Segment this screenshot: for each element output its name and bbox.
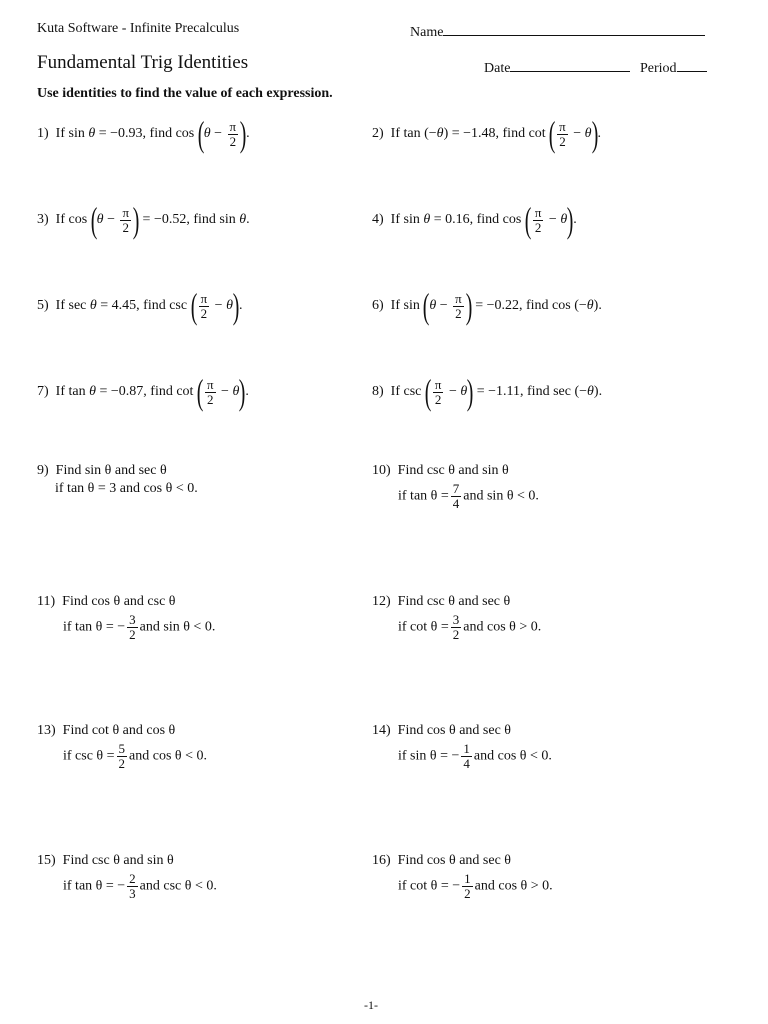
problem-number: 14) [372, 723, 391, 738]
problem-number: 4) [372, 212, 384, 228]
theta-symbol: θ [89, 298, 97, 314]
numerator: 3 [452, 612, 460, 627]
minus-sign: − [569, 126, 585, 142]
date-field [484, 57, 630, 77]
cond-text: if cot θ = [398, 878, 449, 894]
problem-number: 10) [372, 463, 391, 478]
denominator: 2 [229, 133, 237, 149]
problem-text: If cos [55, 212, 88, 228]
numerator: 3 [129, 612, 136, 627]
problem-6: 6) If sin (θ − $\frac{\pi}{2}$ ) = −0.22, find cos (−θ). [372, 286, 602, 326]
numerator: π [200, 290, 208, 306]
problem-11 [37, 593, 215, 642]
fraction [127, 613, 138, 642]
problem-find: Find cos θ and sec θ [397, 723, 512, 738]
problem-8: 8) If csc ( $\frac{\pi}{2}$ − θ) = −1.11, find sec (−θ). [372, 372, 603, 412]
sign: − [117, 878, 126, 894]
problem-13 [37, 722, 207, 771]
cond-text: and cos θ > 0. [463, 619, 542, 635]
denominator: 4 [463, 756, 470, 771]
numerator: 2 [129, 871, 136, 886]
problem-text: If sin [390, 212, 420, 228]
theta-symbol: θ [232, 384, 240, 400]
software-label: Kuta Software - Infinite Precalculus [37, 21, 240, 36]
problem-number: 8) [372, 384, 384, 400]
cond-text: if sin θ = [398, 748, 448, 764]
problem-text: = 0.16, find cos [430, 212, 522, 228]
left-paren: ( [424, 372, 432, 412]
problem-find: Find cos θ and csc θ [62, 594, 176, 609]
problem-find: Find cos θ and sec θ [397, 853, 512, 868]
period-mark: . [238, 298, 243, 314]
theta-symbol: θ [429, 298, 437, 314]
problem-10 [372, 462, 539, 511]
problem-text: If tan (− [390, 126, 437, 142]
numerator: π [206, 376, 214, 392]
right-paren: ) [239, 114, 247, 154]
problem-find: Find csc θ and sec θ [397, 594, 511, 609]
problem-number: 1) [37, 126, 49, 142]
name-blank [443, 21, 705, 36]
fraction [120, 206, 131, 235]
fraction [127, 872, 138, 901]
sign: − [451, 748, 460, 764]
minus-sign: − [211, 298, 227, 314]
problem-find: Find csc θ and sin θ [397, 463, 509, 478]
period-blank [677, 57, 707, 72]
denominator: 2 [534, 219, 542, 235]
problem-text: If sec [55, 298, 87, 314]
theta-symbol: θ [226, 298, 233, 314]
problem-4 [372, 200, 577, 240]
fraction [433, 378, 444, 407]
right-paren: ) [132, 200, 140, 240]
problem-find: Find cot θ and cos θ [62, 723, 176, 738]
problem-1 [37, 114, 250, 154]
date-blank [510, 57, 630, 72]
problem-condition [37, 613, 215, 642]
problem-text: If csc [390, 384, 422, 400]
problem-5 [37, 286, 243, 326]
problem-text: ) = −1.48, find cot [443, 126, 546, 142]
denominator: 2 [206, 391, 214, 407]
left-paren: ( [190, 286, 197, 326]
fraction [205, 378, 216, 407]
theta-symbol: θ [560, 212, 568, 228]
theta-symbol: θ [88, 126, 96, 142]
minus-sign: − [436, 298, 452, 314]
theta-symbol: θ [587, 384, 594, 400]
problem-condition: if tan θ = 3 and cos θ < 0. [55, 481, 198, 496]
denominator: 2 [200, 305, 208, 321]
period-mark: . [245, 384, 249, 400]
denominator: 2 [118, 756, 126, 771]
sign: − [117, 619, 126, 635]
period-label: Period [640, 61, 677, 76]
problem-text: If tan [55, 384, 86, 400]
cond-text: and cos θ > 0. [474, 878, 553, 894]
theta-symbol: θ [584, 126, 592, 142]
problem-number: 3) [37, 212, 49, 228]
denominator: 2 [129, 627, 136, 642]
problem-number: 2) [372, 126, 384, 142]
right-paren: ) [232, 286, 240, 326]
numerator: π [229, 118, 237, 134]
left-paren: ( [90, 200, 97, 240]
problem-text: = −0.22, find cos (− [471, 298, 587, 314]
fraction [199, 292, 210, 321]
problem-16 [372, 852, 553, 901]
minus-sign: − [210, 126, 226, 142]
period-mark: . [597, 126, 602, 142]
period-mark: . [246, 126, 250, 142]
denominator: 2 [452, 627, 460, 642]
fraction [117, 742, 128, 771]
period-field [640, 57, 707, 77]
denominator: 2 [559, 133, 566, 149]
problem-condition [372, 482, 539, 511]
right-paren: ) [466, 372, 474, 412]
minus-sign: − [217, 384, 233, 400]
problem-condition [372, 613, 541, 642]
cond-text: if tan θ = [398, 488, 449, 504]
theta-symbol: θ [239, 212, 247, 228]
numerator: 7 [452, 481, 460, 496]
fraction [451, 613, 462, 642]
numerator: π [559, 118, 566, 134]
problem-number: 9) [37, 463, 49, 478]
cond-text: if tan θ = [63, 619, 114, 635]
numerator: 1 [464, 871, 471, 886]
theta-symbol: θ [203, 126, 211, 142]
numerator: 1 [463, 741, 470, 756]
period-mark: . [246, 212, 250, 228]
right-paren: ) [239, 372, 246, 412]
cond-text: and csc θ < 0. [139, 878, 217, 894]
page-number: -1- [364, 998, 378, 1012]
right-paren: ) [566, 200, 574, 240]
name-field [410, 21, 705, 41]
left-paren: ( [548, 114, 556, 154]
sign: − [452, 878, 461, 894]
numerator: 5 [118, 741, 126, 756]
denominator: 2 [455, 305, 462, 321]
fraction [533, 206, 544, 235]
problem-text: If sin [55, 126, 85, 142]
cond-text: and sin θ < 0. [463, 488, 539, 504]
problem-number: 6) [372, 298, 384, 314]
problem-14 [372, 722, 552, 771]
problem-text: = −1.11, find sec (− [473, 384, 588, 400]
fraction [461, 742, 472, 771]
page-title: Fundamental Trig Identities [37, 52, 249, 73]
denominator: 2 [122, 219, 129, 235]
problem-text: = −0.52, find sin [139, 212, 236, 228]
problem-condition [372, 742, 552, 771]
denominator: 2 [464, 886, 471, 901]
numerator: π [455, 290, 462, 306]
theta-symbol: θ [423, 212, 431, 228]
problem-find: Find sin θ and sec θ [55, 463, 167, 478]
minus-sign: − [103, 212, 119, 228]
problem-9 [37, 462, 198, 498]
problem-text: = −0.93, find cos [95, 126, 195, 142]
name-label: Name [410, 25, 444, 40]
problem-15 [37, 852, 217, 901]
theta-symbol: θ [586, 298, 594, 314]
fraction [451, 482, 462, 511]
problem-text: = 4.45, find csc [96, 298, 188, 314]
cond-text: if csc θ = [63, 748, 115, 764]
cond-text: and cos θ < 0. [129, 748, 208, 764]
period-mark: . [573, 212, 577, 228]
problem-text: = −0.87, find cot [96, 384, 194, 400]
denominator: 4 [452, 496, 460, 511]
theta-symbol: θ [460, 384, 468, 400]
problem-3 [37, 200, 250, 240]
left-paren: ( [196, 372, 204, 412]
problem-12 [372, 593, 541, 642]
date-label: Date [484, 61, 511, 76]
denominator: 3 [129, 886, 136, 901]
cond-text: if cot θ = [398, 619, 449, 635]
fraction [453, 292, 464, 321]
theta-symbol: θ [89, 384, 96, 400]
problem-number: 7) [37, 384, 49, 400]
fraction [462, 872, 473, 901]
denominator: 2 [434, 391, 442, 407]
fraction [557, 120, 568, 149]
problem-text: If sin [390, 298, 420, 314]
right-paren: ) [591, 114, 598, 154]
instructions: Use identities to find the value of each expression. [37, 86, 333, 101]
problem-number: 12) [372, 594, 391, 609]
left-paren: ( [524, 200, 532, 240]
theta-symbol: θ [96, 212, 104, 228]
problem-condition [372, 872, 553, 901]
minus-sign: − [545, 212, 561, 228]
minus-sign: − [445, 384, 461, 400]
cond-text: and sin θ < 0. [139, 619, 216, 635]
left-paren: ( [423, 286, 430, 326]
problem-number: 15) [37, 853, 56, 868]
problem-number: 5) [37, 298, 49, 314]
problem-find: Find csc θ and sin θ [62, 853, 174, 868]
problem-2 [372, 114, 602, 154]
fraction [228, 120, 239, 149]
problem-number: 11) [37, 594, 56, 609]
problem-condition [37, 742, 207, 771]
problem-number: 16) [372, 853, 391, 868]
problem-condition [37, 872, 217, 901]
right-paren: ) [465, 286, 473, 326]
numerator: π [122, 204, 130, 220]
problem-7 [37, 372, 249, 412]
cond-text: if tan θ = [63, 878, 114, 894]
numerator: π [534, 204, 542, 220]
left-paren: ( [197, 114, 205, 154]
problem-number: 13) [37, 723, 56, 738]
cond-text: and cos θ < 0. [473, 748, 552, 764]
theta-symbol: θ [436, 126, 444, 142]
numerator: π [434, 376, 442, 392]
